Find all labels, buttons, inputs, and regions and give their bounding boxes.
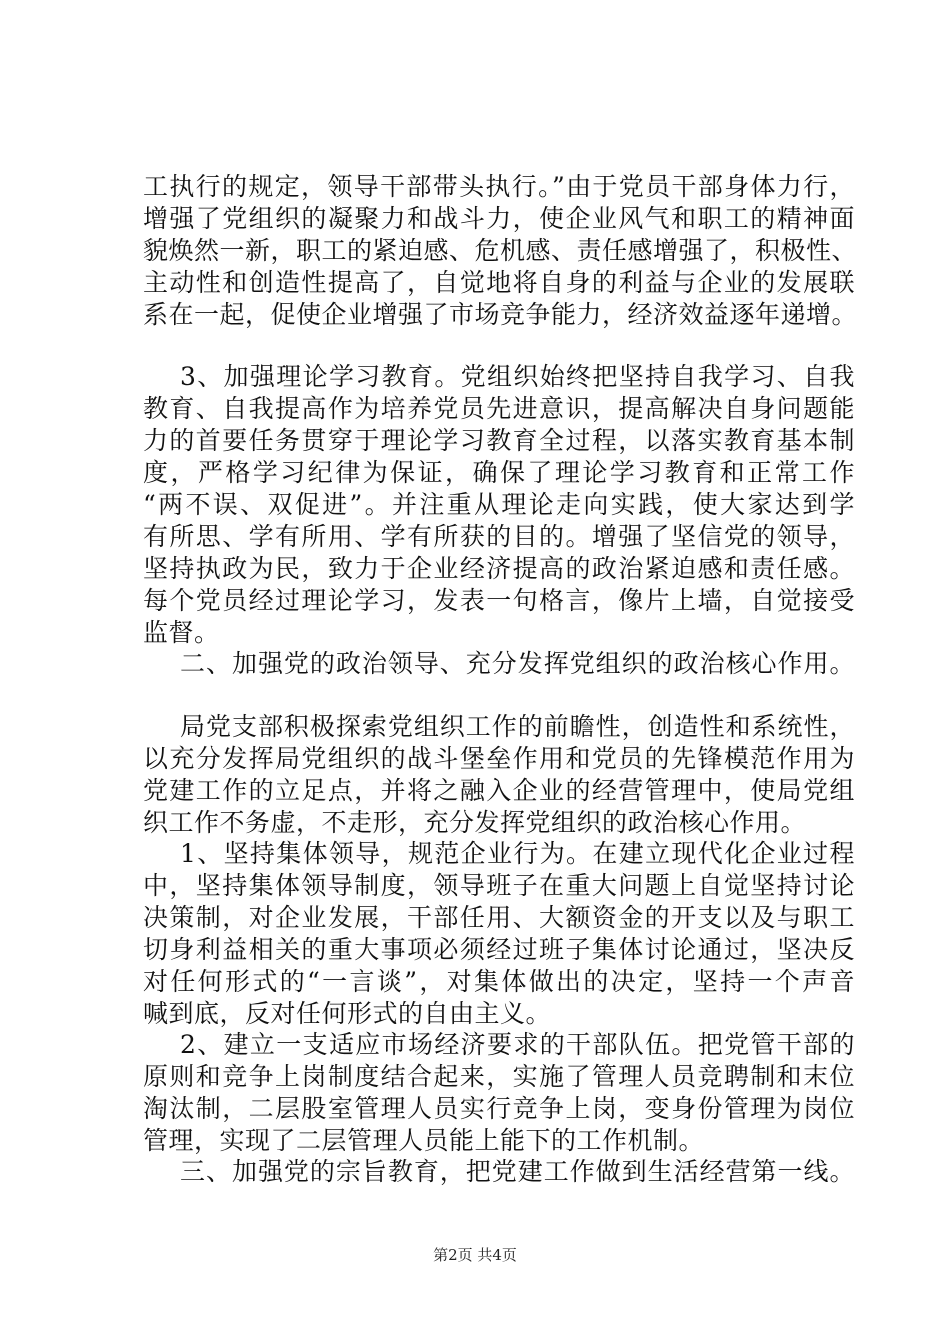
text-line: 有所思、学有所用、学有所获的目的。增强了坚信党的领导， — [143, 522, 855, 551]
text-line: 原则和竞争上岗制度结合起来，实施了管理人员竞聘制和末位 — [143, 1062, 855, 1091]
text-line: 工执行的规定，领导干部带头执行。”由于党员干部身体力行， — [143, 172, 855, 201]
text-line: 中，坚持集体领导制度，领导班子在重大问题上自觉坚持讨论 — [143, 871, 855, 900]
page-number-footer: 第2页 共4页 — [433, 1246, 517, 1264]
text-line: 增强了党组织的凝聚力和战斗力，使企业风气和职工的精神面 — [143, 204, 855, 233]
text-line: 局党支部积极探索党组织工作的前瞻性，创造性和系统性， — [180, 712, 855, 741]
text-line: 对任何形式的“一言谈”，对集体做出的决定，坚持一个声音 — [143, 967, 855, 996]
text-line: 喊到底，反对任何形式的自由主义。 — [143, 999, 552, 1028]
text-line: 教育、自我提高作为培养党员先进意识，提高解决自身问题能 — [143, 394, 855, 423]
text-line: 主动性和创造性提高了，自觉地将自身的利益与企业的发展联 — [143, 268, 855, 297]
text-line: 坚持执政为民，致力于企业经济提高的政治紧迫感和责任感。 — [143, 554, 855, 583]
text-line: 系在一起，促使企业增强了市场竞争能力，经济效益逐年递增。 — [143, 300, 858, 329]
text-line: 力的首要任务贯穿于理论学习教育全过程，以落实教育基本制 — [143, 426, 855, 455]
text-line: “两不误、双促进”。并注重从理论走向实践，使大家达到学 — [143, 490, 855, 519]
text-line: 3、加强理论学习教育。党组织始终把坚持自我学习、自我 — [180, 362, 855, 391]
text-line: 每个党员经过理论学习，发表一句格言，像片上墙，自觉接受 — [143, 586, 855, 615]
text-line: 切身利益相关的重大事项必须经过班子集体讨论通过，坚决反 — [143, 935, 855, 964]
text-line: 织工作不务虚，不走形，充分发挥党组织的政治核心作用。 — [143, 808, 807, 837]
text-line: 党建工作的立足点，并将之融入企业的经营管理中，使局党组 — [143, 776, 855, 805]
text-line: 决策制，对企业发展，干部任用、大额资金的开支以及与职工 — [143, 903, 855, 932]
text-line: 以充分发挥局党组织的战斗堡垒作用和党员的先锋模范作用为 — [143, 744, 855, 773]
text-line: 1、坚持集体领导，规范企业行为。在建立现代化企业过程 — [180, 839, 855, 868]
section-heading: 三、加强党的宗旨教育，把党建工作做到生活经营第一线。 — [180, 1157, 855, 1186]
text-line: 监督。 — [143, 618, 220, 647]
text-line: 度，严格学习纪律为保证，确保了理论学习教育和正常工作 — [143, 458, 855, 487]
text-line: 貌焕然一新，职工的紧迫感、危机感、责任感增强了，积极性、 — [143, 236, 858, 265]
text-line: 管理，实现了二层管理人员能上能下的工作机制。 — [143, 1126, 705, 1155]
section-heading: 二、加强党的政治领导、充分发挥党组织的政治核心作用。 — [180, 649, 855, 678]
text-line: 2、建立一支适应市场经济要求的干部队伍。把党管干部的 — [180, 1030, 855, 1059]
text-line: 淘汰制，二层股室管理人员实行竞争上岗，变身份管理为岗位 — [143, 1094, 855, 1123]
